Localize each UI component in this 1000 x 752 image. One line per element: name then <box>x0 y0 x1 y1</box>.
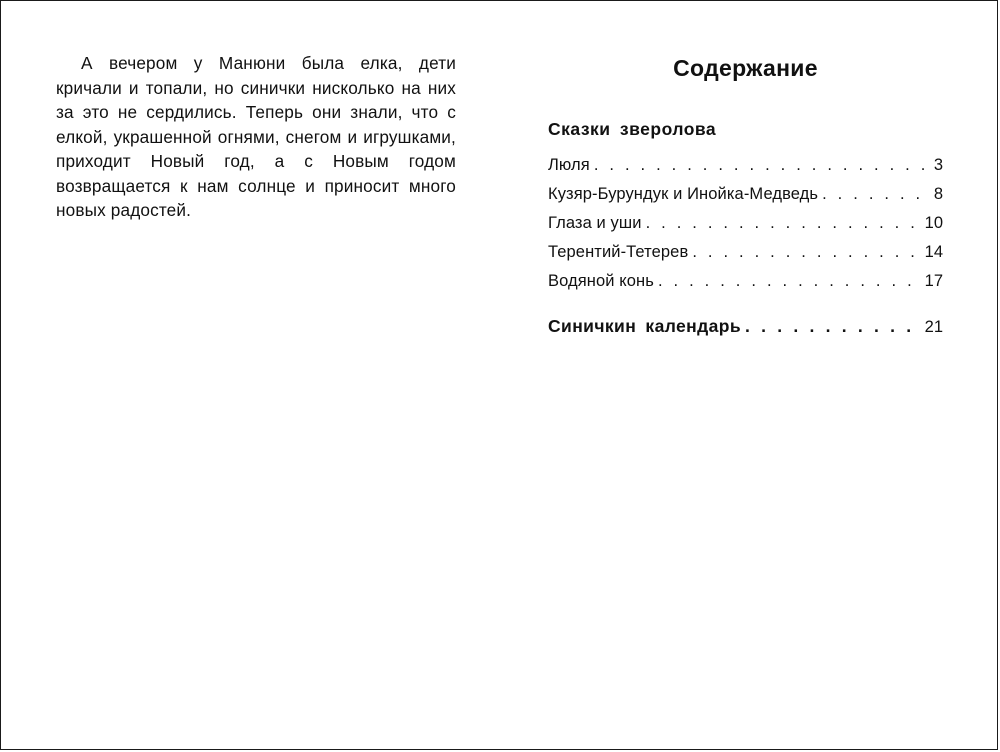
toc-entry[interactable] <box>548 211 943 240</box>
toc-entry[interactable] <box>548 153 943 182</box>
toc-entry[interactable] <box>548 182 943 211</box>
toc-section-heading: Сказки зверолова <box>548 119 717 139</box>
toc-entry-calendar[interactable] <box>548 314 943 343</box>
dot-leader <box>822 182 930 206</box>
toc-entry-title: Водяной конь <box>548 272 654 290</box>
toc-entry[interactable] <box>548 269 943 298</box>
toc-entry-title: Люля <box>548 156 590 174</box>
toc-entry-page: 14 <box>924 243 943 261</box>
toc-entry[interactable] <box>548 240 943 269</box>
dot-leader <box>646 211 921 235</box>
toc-entry-page: 10 <box>924 214 943 232</box>
toc-entry-page: 17 <box>924 272 943 290</box>
left-page <box>56 51 456 223</box>
dot-leader <box>658 269 921 293</box>
toc-entry-page: 21 <box>924 318 943 336</box>
toc-entry-page: 3 <box>933 156 943 174</box>
story-paragraph: А вечером у Манюни была елка, дети кричали и топали, но синички нисколько на них за это не сердились. Теперь они знали, что с елкой, украшенной огнями, снегом и игрушками, приходит Новый год, а с Новым годом возвращается к нам солнце и приносит много новых радостей. <box>56 53 456 220</box>
toc-entry-title: Глаза и уши <box>548 214 642 232</box>
dot-leader <box>692 240 920 264</box>
toc-list <box>548 153 943 343</box>
dot-leader <box>594 153 930 177</box>
toc-entry-title: Кузяр-Бурундук и Инойка-Медведь <box>548 185 819 203</box>
dot-leader <box>745 314 921 338</box>
toc-entry-title: Синичкин календарь <box>548 316 742 336</box>
toc-entry-title: Терентий-Тетерев <box>548 243 689 261</box>
table-of-contents <box>548 53 943 343</box>
toc-title: Содержание <box>673 55 818 81</box>
toc-entry-page: 8 <box>933 185 943 203</box>
